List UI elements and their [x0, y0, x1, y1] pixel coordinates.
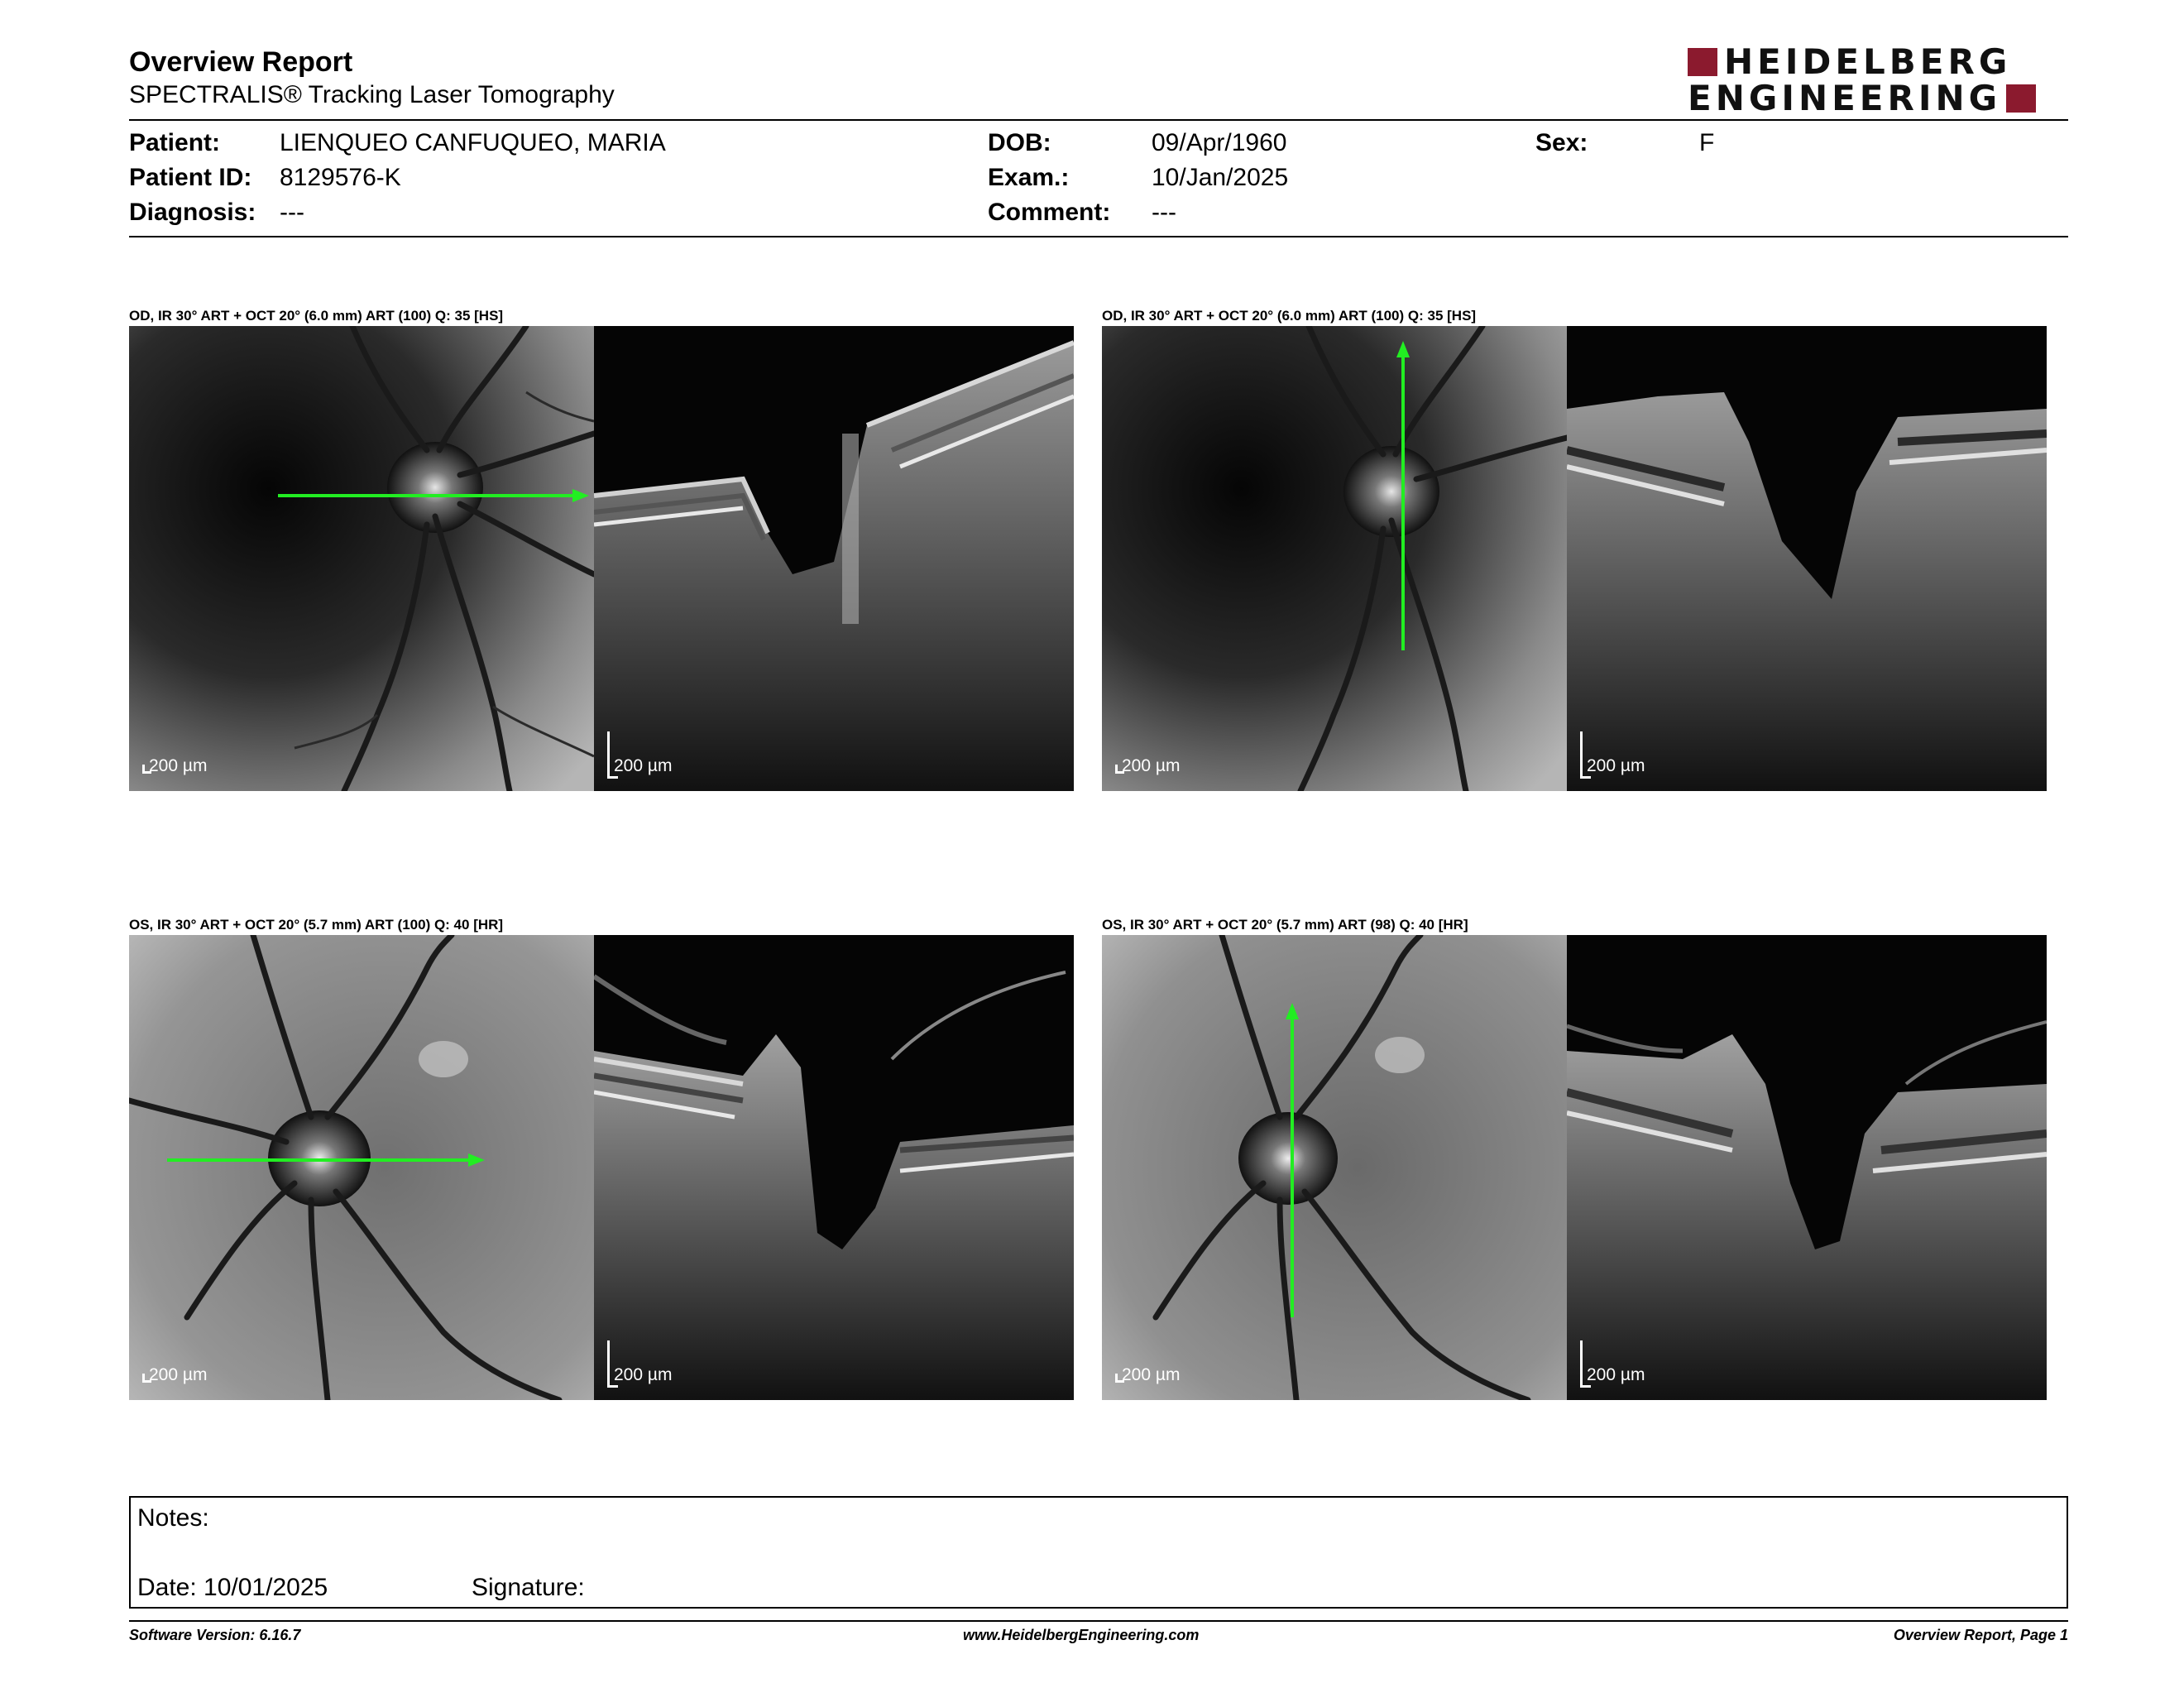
ir-fundus-image: [1102, 326, 1567, 791]
patient-name: LIENQUEO CANFUQUEO, MARIA: [280, 129, 666, 156]
panel-title: OD, IR 30° ART + OCT 20° (6.0 mm) ART (100) Q: 35 [HS]: [129, 308, 504, 324]
dob-value: 09/Apr/1960: [1152, 129, 1287, 156]
ir-scale-label: 200 µm: [149, 756, 208, 775]
notes-box: [129, 1496, 2068, 1609]
oct-scale-label: 200 µm: [1587, 1365, 1645, 1384]
software-version: Software Version: 6.16.7: [129, 1627, 301, 1643]
footer-divider: [129, 1620, 2068, 1622]
logo-square-icon: [2006, 84, 2036, 113]
report-title: Overview Report: [129, 46, 353, 78]
panel-title: OD, IR 30° ART + OCT 20° (6.0 mm) ART (100) Q: 35 [HS]: [1102, 308, 1477, 324]
report-subtitle: SPECTRALIS® Tracking Laser Tomography: [129, 81, 615, 108]
ir-scale-label: 200 µm: [149, 1365, 208, 1384]
ir-fundus-image: [129, 935, 594, 1400]
logo-line-2: ENGINEERING: [1688, 78, 2002, 118]
patient-label: Patient:: [129, 129, 221, 156]
logo-line-1: HEIDELBERG: [1724, 41, 2012, 82]
oct-bscan-image: [1567, 326, 2047, 791]
diagnosis-value: ---: [280, 199, 304, 226]
oct-bscan-image: [1567, 935, 2047, 1400]
patient-id-label: Patient ID:: [129, 164, 252, 191]
sex-value: F: [1699, 129, 1715, 156]
oct-bscan-image: [594, 326, 1074, 791]
panel-title: OS, IR 30° ART + OCT 20° (5.7 mm) ART (98) Q: 40 [HR]: [1102, 917, 1468, 933]
patient-id: 8129576-K: [280, 164, 401, 191]
signature-label: Signature:: [472, 1574, 585, 1601]
ir-scale-label: 200 µm: [1122, 756, 1181, 775]
oct-scale-label: 200 µm: [1587, 756, 1645, 775]
dob-label: DOB:: [988, 129, 1051, 156]
page-indicator: Overview Report, Page 1: [1893, 1627, 2068, 1643]
oct-scale-label: 200 µm: [614, 1365, 673, 1384]
diagnosis-label: Diagnosis:: [129, 199, 256, 226]
comment-value: ---: [1152, 199, 1176, 226]
notes-date: Date: 10/01/2025: [137, 1574, 328, 1601]
patient-info-divider: [129, 236, 2068, 237]
sex-label: Sex:: [1535, 129, 1588, 156]
logo-square-icon: [1688, 48, 1717, 76]
panel-title: OS, IR 30° ART + OCT 20° (5.7 mm) ART (100) Q: 40 [HR]: [129, 917, 504, 933]
header-divider: [129, 119, 2068, 121]
oct-scale-label: 200 µm: [614, 756, 673, 775]
comment-label: Comment:: [988, 199, 1111, 226]
ir-fundus-image: [129, 326, 594, 791]
exam-label: Exam.:: [988, 164, 1070, 191]
ir-fundus-image: [1102, 935, 1567, 1400]
ir-scale-label: 200 µm: [1122, 1365, 1181, 1384]
heidelberg-logo: [1688, 41, 2068, 118]
oct-bscan-image: [594, 935, 1074, 1400]
exam-date: 10/Jan/2025: [1152, 164, 1289, 191]
website-link[interactable]: www.HeidelbergEngineering.com: [963, 1627, 1200, 1643]
notes-label: Notes:: [137, 1504, 209, 1532]
